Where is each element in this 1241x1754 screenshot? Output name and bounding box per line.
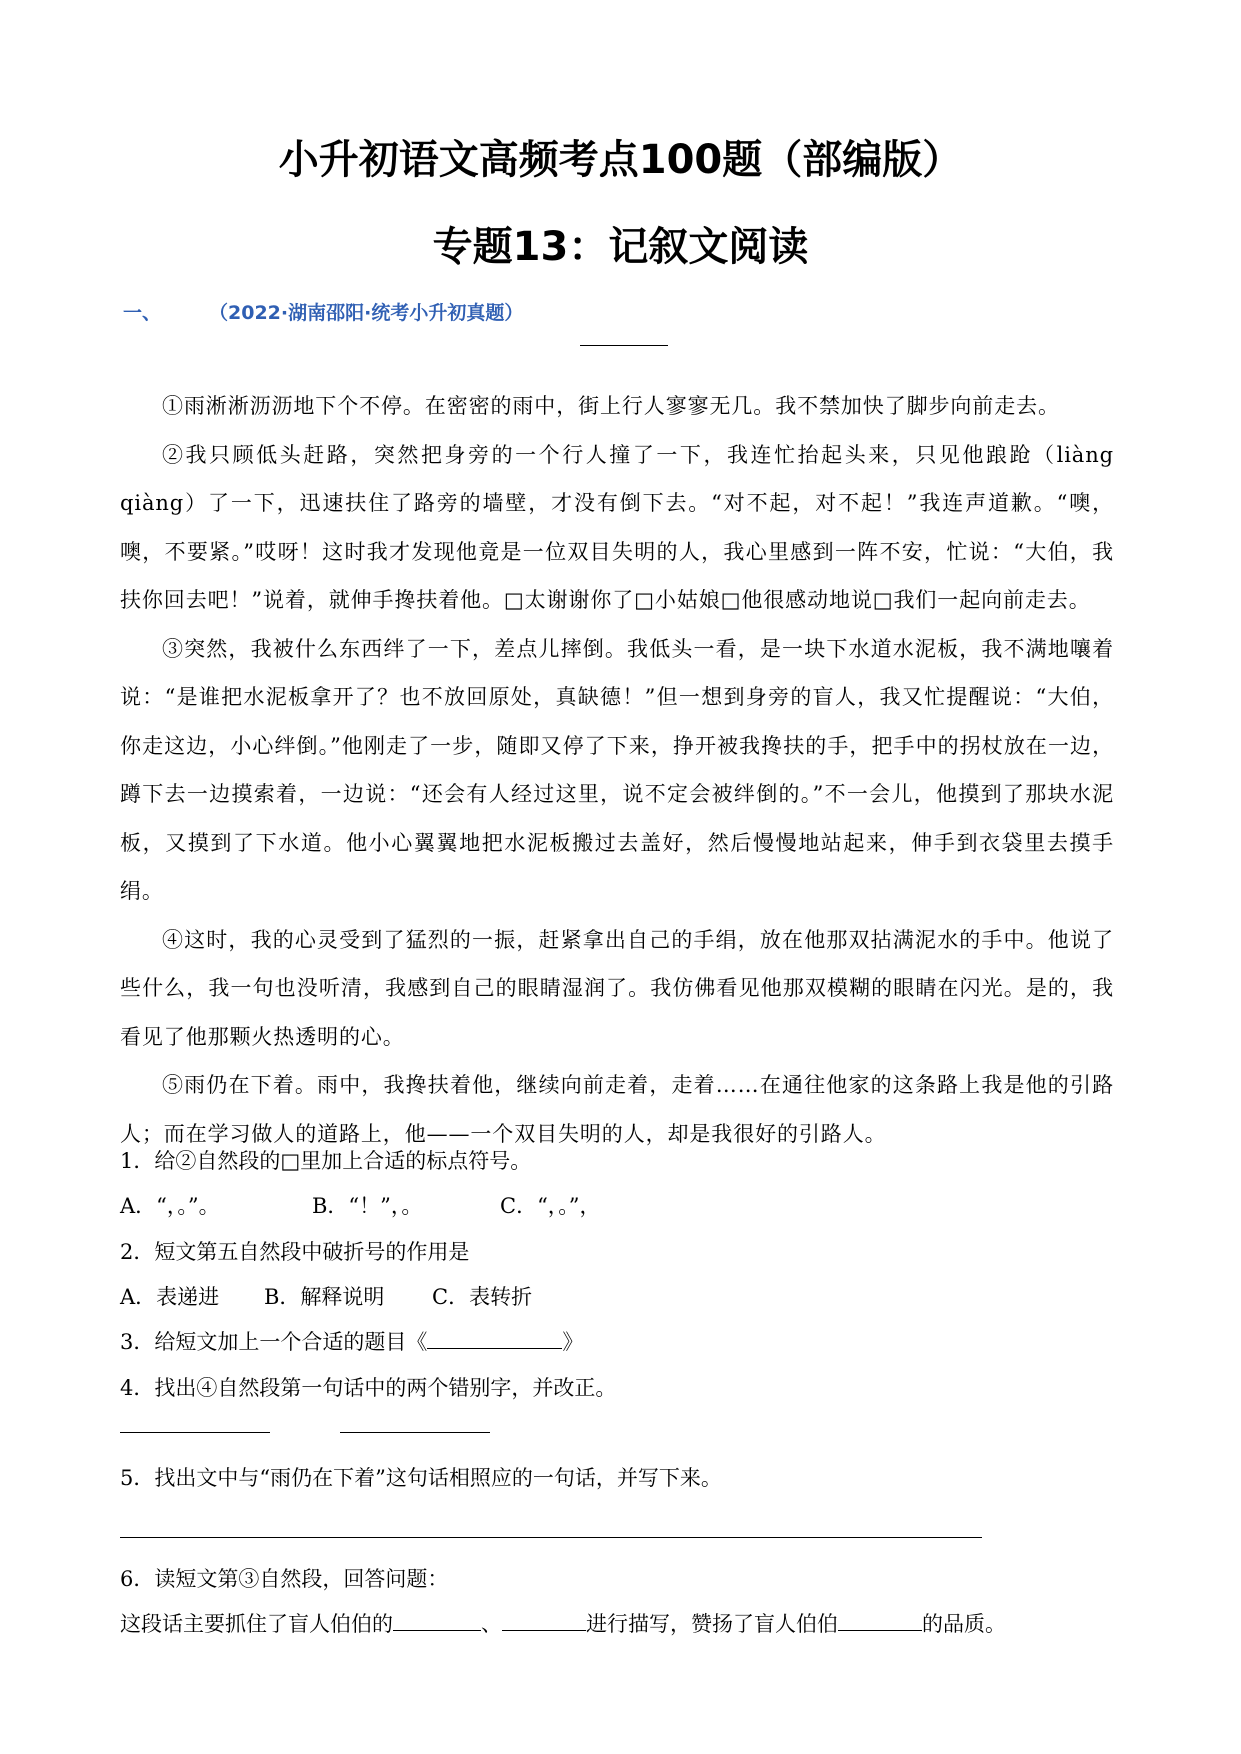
dash: [392, 1424, 438, 1433]
option-c: C．表转折: [432, 1285, 533, 1309]
option-b: B．“！”，。: [312, 1194, 423, 1218]
dash: [172, 1424, 218, 1433]
passage: [120, 382, 1114, 1158]
question-6: 6．读短文第③自然段，回答问题：: [120, 1567, 449, 1591]
blank-1: [393, 1612, 481, 1631]
paragraph-5: ⑤雨仍在下着。雨中，我搀扶着他，继续向前走着，走着……在通往他家的这条路上我是他的引路人；而在学习做人的道路上，他——一个双目失明的人，却是我很好的引路人。: [120, 1073, 1114, 1146]
wrong-char-blank-1: [120, 1414, 172, 1433]
option-a: A．表递进: [120, 1285, 220, 1309]
option-a: A．“，。”。: [120, 1194, 220, 1218]
section-number: 一、: [123, 302, 162, 324]
q6-text-2: 、: [481, 1612, 502, 1636]
q6-text-4: 的品质。: [922, 1612, 1006, 1636]
section-heading: [123, 298, 523, 325]
section-source: （2022·湖南邵阳·统考小升初真题）: [209, 302, 524, 324]
q6-text-1: 这段话主要抓住了盲人伯伯的: [120, 1612, 393, 1636]
paragraph-2: ②我只顾低头赶路，突然把身旁的一个行人撞了一下，我连忙抬起头来，只见他踉跄（liàng qiàng）了一下，迅速扶住了路旁的墙壁，才没有倒下去。“对不起，对不起！”我连声道歉。“噢，噢，不要紧。”哎呀！这时我才发现他竟是一位双目失明的人，我心里感到一阵不安，忙说：“大伯，我扶你回去吧！”说着，就伸手搀扶着他。□太谢谢你了□小姑娘□他很感动地说□我们一起向前走去。: [120, 442, 1114, 612]
question-2-options: [120, 1281, 532, 1311]
question-2: 2．短文第五自然段中破折号的作用是: [120, 1240, 470, 1264]
correct-char-blank-2: [438, 1414, 490, 1433]
q6-text-3: 进行描写，赞扬了盲人伯伯: [586, 1612, 838, 1636]
paragraph-1: ①雨淅淅沥沥地下个不停。在密密的雨中，街上行人寥寥无几。我不禁加快了脚步向前走去。: [162, 394, 1060, 418]
paragraph-4: ④这时，我的心灵受到了猛烈的一振，赶紧拿出自己的手绢，放在他那双拈满泥水的手中。他说了些什么，我一句也没听清，我感到自己的眼睛湿润了。我仿佛看见他那双模糊的眼睛在闪光。是的，我看见了他那颗火热透明的心。: [120, 927, 1114, 1049]
blank-2: [502, 1612, 586, 1631]
title-answer-blank: [427, 1330, 562, 1349]
option-b: B．解释说明: [264, 1285, 385, 1309]
question-1: 1．给②自然段的□里加上合适的标点符号。: [120, 1149, 532, 1173]
document-subtitle: 专题13：记叙文阅读: [432, 224, 809, 270]
blank-3: [838, 1612, 922, 1631]
wrong-char-blank-2: [340, 1414, 392, 1433]
question-3: [120, 1326, 583, 1356]
option-c: C．“，。”，: [500, 1194, 601, 1218]
document-title: 小升初语文高频考点100题（部编版）: [278, 137, 963, 183]
question-6-sentence: [120, 1608, 1006, 1638]
question-4-answer-blanks: [120, 1414, 490, 1438]
passage-title-blank: [580, 345, 668, 346]
paragraph-3: ③突然，我被什么东西绊了一下，差点儿摔倒。我低头一看，是一块下水道水泥板，我不满地嚷着说：“是谁把水泥板拿开了？也不放回原处，真缺德！”但一想到身旁的盲人，我又忙提醒说：“大伯，你走这边，小心绊倒。”他刚走了一步，随即又停了下来，挣开被我搀扶的手，把手中的拐杖放在一边，蹲下去一边摸索着，一边说：“还会有人经过这里，说不定会被绊倒的。”不一会儿，他摸到了那块水泥板，又摸到了下水道。他小心翼翼地把水泥板搬过去盖好，然后慢慢地站起来，伸手到衣袋里去摸手绢。: [120, 636, 1114, 903]
question-3-close: 》: [562, 1330, 584, 1354]
question-1-options: [120, 1190, 601, 1220]
question-4: 4．找出④自然段第一句话中的两个错别字，并改正。: [120, 1376, 617, 1400]
question-3-text: 3．给短文加上一个合适的题目《: [120, 1330, 428, 1354]
correct-char-blank-1: [218, 1414, 270, 1433]
answer-line: [120, 1537, 982, 1538]
question-5: 5．找出文中与“雨仍在下着”这句话相照应的一句话，并写下来。: [120, 1466, 722, 1490]
